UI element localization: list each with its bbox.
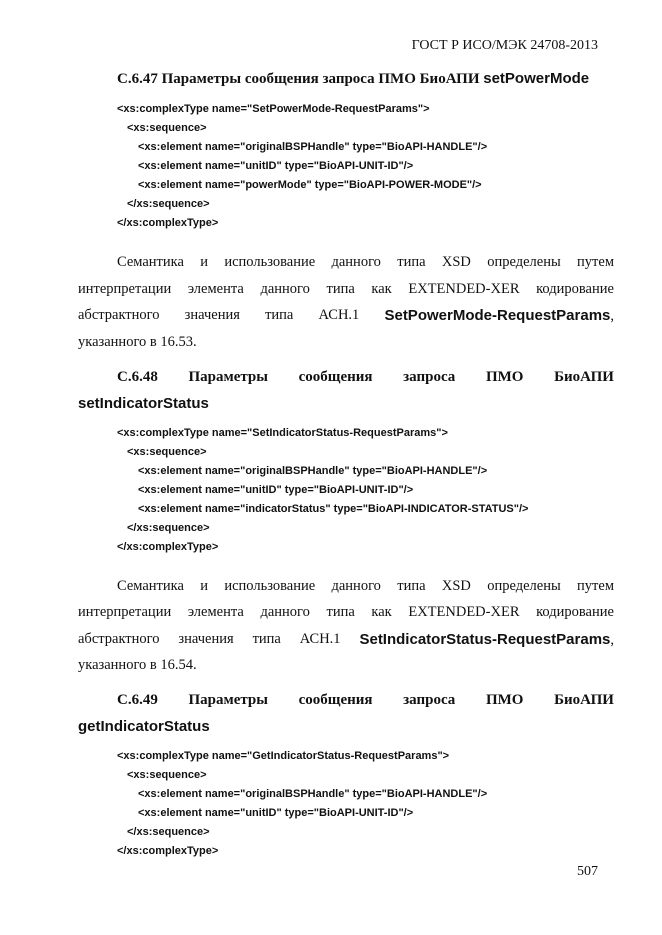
section-title-word: Параметры	[188, 692, 268, 708]
paragraph-line: абстрактного значения типа АСН.1 SetPowerMode-RequestParams,	[78, 307, 614, 324]
code-line: </xs:complexType>	[117, 217, 219, 229]
paragraph-line: абстрактного значения типа АСН.1 SetIndicatorStatus-RequestParams,	[78, 631, 614, 648]
section-title-word: Параметры	[188, 369, 268, 385]
section-title-word: БиоАПИ	[554, 369, 614, 385]
code-line: </xs:complexType>	[117, 845, 219, 857]
code-line: <xs:element name="indicatorStatus" type="BioAPI-INDICATOR-STATUS"/>	[138, 503, 529, 515]
section-title-word: ПМО	[378, 71, 416, 87]
code-line: <xs:element name="powerMode" type="BioAPI-POWER-MODE"/>	[138, 179, 482, 191]
section-command: setIndicatorStatus	[78, 395, 209, 412]
section-command: getIndicatorStatus	[78, 718, 210, 735]
code-line: </xs:sequence>	[127, 522, 210, 534]
section-heading-c647	[117, 70, 589, 88]
code-line: <xs:complexType name="SetPowerMode-RequestParams">	[117, 103, 430, 115]
section-title-word: ПМО	[485, 692, 524, 708]
code-line: <xs:sequence>	[127, 769, 207, 781]
section-title-word: ПМО	[485, 369, 524, 385]
section-title-word: сообщения	[298, 692, 373, 708]
section-number: С.6.49	[117, 692, 158, 708]
section-command-line	[78, 718, 210, 736]
code-line: <xs:element name="originalBSPHandle" type="BioAPI-HANDLE"/>	[138, 788, 488, 800]
section-title-word: сообщения	[298, 369, 373, 385]
section-title-word: запроса	[403, 692, 456, 708]
paragraph-line: интерпретации элемента данного типа как EXTENDED-XER кодирование	[78, 281, 614, 297]
running-header: ГОСТ Р ИСО/МЭК 24708-2013	[411, 38, 598, 53]
code-line: <xs:complexType name="GetIndicatorStatus-RequestParams">	[117, 750, 450, 762]
code-line: </xs:sequence>	[127, 198, 210, 210]
section-number: С.6.48	[117, 369, 158, 385]
section-title-word: Параметры	[161, 71, 242, 87]
code-line: <xs:element name="unitID" type="BioAPI-UNIT-ID"/>	[138, 484, 414, 496]
code-line: </xs:complexType>	[117, 541, 219, 553]
section-title-word: сообщения	[244, 71, 319, 87]
code-line: <xs:element name="originalBSPHandle" type="BioAPI-HANDLE"/>	[138, 465, 488, 477]
code-line: <xs:sequence>	[127, 446, 207, 458]
code-line: <xs:element name="unitID" type="BioAPI-UNIT-ID"/>	[138, 160, 414, 172]
section-number: С.6.47	[117, 71, 158, 87]
page-number: 507	[577, 864, 598, 879]
section-title-word: БиоАПИ	[419, 71, 480, 87]
code-line: <xs:element name="unitID" type="BioAPI-UNIT-ID"/>	[138, 807, 414, 819]
paragraph-line: Семантика и использование данного типа XSD определены путем	[117, 578, 614, 594]
section-command: setPowerMode	[483, 70, 590, 87]
code-line: <xs:sequence>	[127, 122, 207, 134]
section-heading-c648	[117, 369, 614, 386]
paragraph-line: указанного в 16.53.	[78, 334, 197, 350]
code-line: <xs:complexType name="SetIndicatorStatus-RequestParams">	[117, 427, 448, 439]
params-name: SetPowerMode-RequestParams	[384, 307, 611, 324]
section-heading-c649	[117, 692, 614, 709]
paragraph-line: Семантика и использование данного типа XSD определены путем	[117, 254, 614, 270]
section-title-word: запроса	[403, 369, 456, 385]
section-title-word: БиоАПИ	[554, 692, 614, 708]
code-line: <xs:element name="originalBSPHandle" type="BioAPI-HANDLE"/>	[138, 141, 488, 153]
code-line: </xs:sequence>	[127, 826, 210, 838]
paragraph-line: указанного в 16.54.	[78, 657, 197, 673]
section-command-line	[78, 395, 209, 413]
params-name: SetIndicatorStatus-RequestParams	[359, 631, 611, 648]
section-title-word: запроса	[322, 71, 375, 87]
paragraph-line: интерпретации элемента данного типа как EXTENDED-XER кодирование	[78, 604, 614, 620]
